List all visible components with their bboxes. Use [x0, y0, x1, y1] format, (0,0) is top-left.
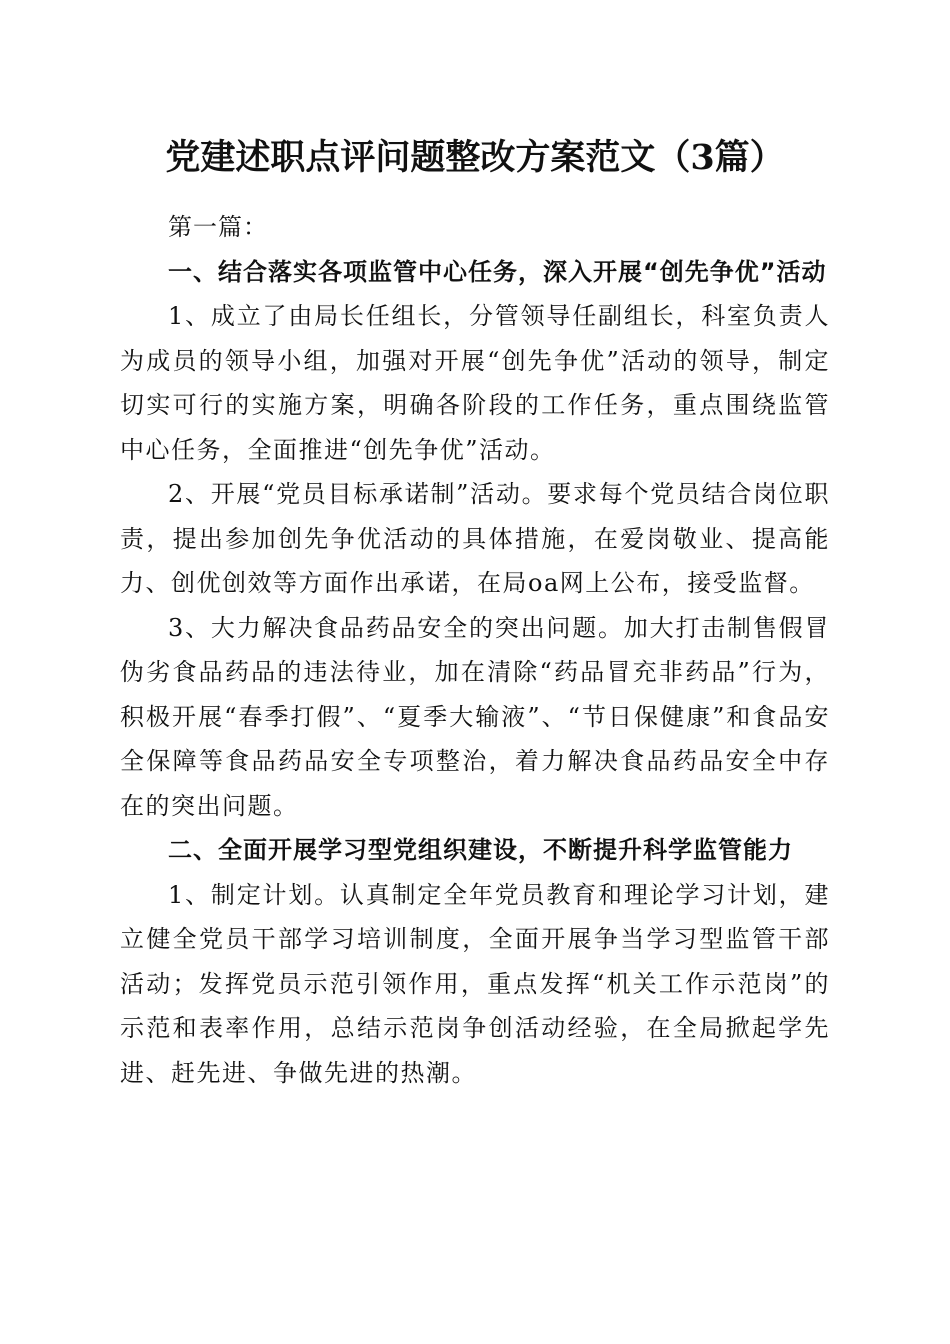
section-label: 第一篇： — [168, 213, 268, 241]
body-paragraph-3: 3、大力解决食品药品安全的突出问题。加大打击制售假冒伪劣食品药品的违法待业，加在清除“药品冒充非药品”行为，积极开展“春季打假”、“夏季大输液”、“节日保健康”和食品安全保障等食品药品安全专项整治，着力解决食品药品安全中存在的突出问题。 — [120, 613, 830, 820]
section-heading-1: 一、结合落实各项监管中心任务，深入开展“创先争优”活动 — [168, 257, 827, 286]
document-body — [120, 205, 830, 1095]
document-title: 党建述职点评问题整改方案范文（3篇） — [165, 137, 785, 178]
body-paragraph-1: 1、成立了由局长任组长，分管领导任副组长，科室负责人为成员的领导小组，加强对开展“创先争优”活动的领导，制定切实可行的实施方案，明确各阶段的工作任务，重点围绕监管中心任务，全面推进“创先争优”活动。 — [120, 302, 830, 464]
body-paragraph-2: 2、开展“党员目标承诺制”活动。要求每个党员结合岗位职责，提出参加创先争优活动的具体措施，在爱岗敬业、提高能力、创优创效等方面作出承诺，在局oa网上公布，接受监督。 — [120, 480, 830, 597]
body-paragraph-4: 1、制定计划。认真制定全年党员教育和理论学习计划，建立健全党员干部学习培训制度，全面开展争当学习型监管干部活动；发挥党员示范引领作用，重点发挥“机关工作示范岗”的示范和表率作用，总结示范岗争创活动经验，在全局掀起学先进、赶先进、争做先进的热潮。 — [120, 880, 830, 1087]
section-heading-2: 二、全面开展学习型党组织建设，不断提升科学监管能力 — [168, 836, 793, 864]
